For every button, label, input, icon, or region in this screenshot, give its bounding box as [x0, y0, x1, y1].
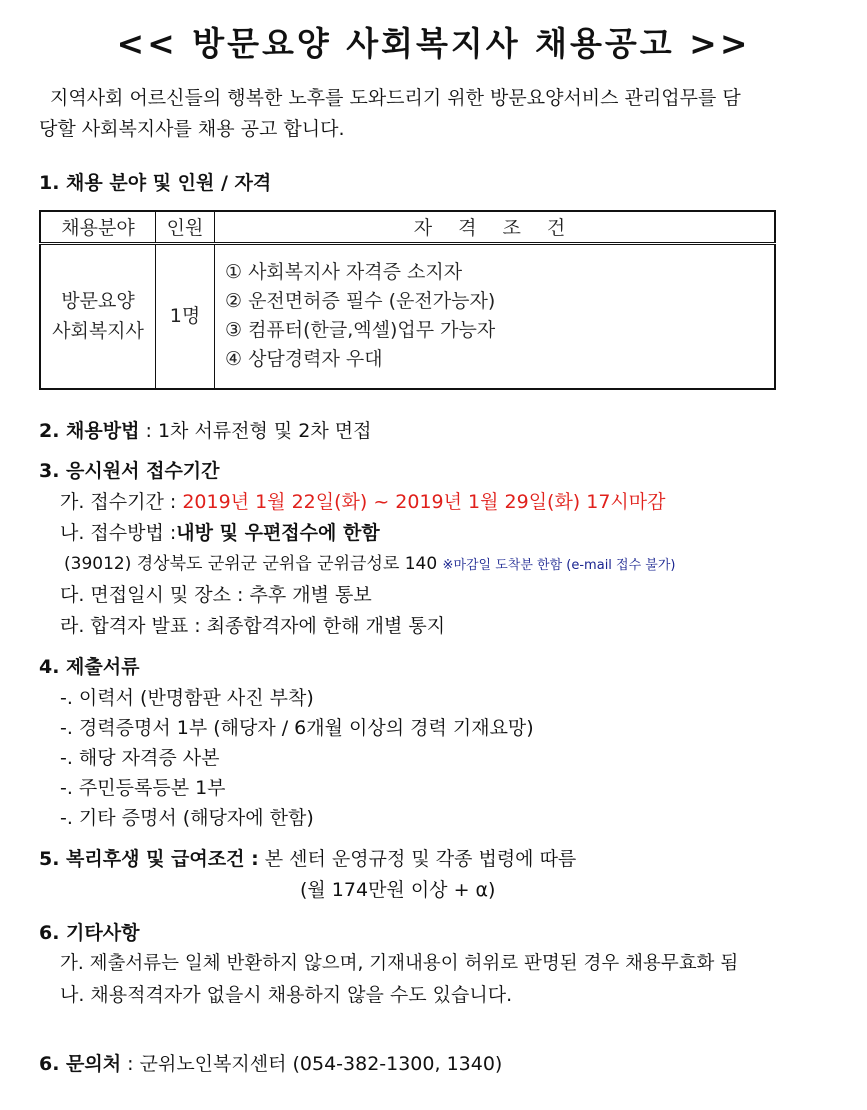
table-row	[40, 243, 775, 389]
condition-item: ④ 상담경력자 우대	[225, 348, 383, 371]
page-title: << 방문요양 사회복지사 채용공고 >>	[116, 24, 751, 63]
count-cell: 1명	[156, 243, 215, 389]
section-2	[39, 419, 372, 443]
intro-line-1: 지역사회 어르신들의 행복한 노후를 도와드리기 위한 방문요양서비스 관리업무를 담	[50, 87, 741, 109]
method-line	[60, 521, 380, 545]
section-5	[39, 847, 576, 871]
field-line-2: 사회복지사	[52, 320, 144, 343]
period-value: 2019년 1월 22일(화) ~ 2019년 1월 29일(화) 17시마감	[182, 491, 666, 513]
section-2-text: : 1차 서류전형 및 2차 면접	[139, 420, 372, 442]
header-count: 인원	[156, 211, 215, 243]
interview-line: 다. 면접일시 및 장소 : 추후 개별 통보	[60, 584, 372, 606]
method-value: 내방 및 우편접수에 한함	[176, 522, 380, 544]
list-item: -. 해당 자격증 사본	[60, 747, 220, 769]
section-contact	[39, 1052, 502, 1076]
section-1-heading: 1. 채용 분야 및 인원 / 자격	[39, 172, 272, 194]
field-line-1: 방문요양	[61, 290, 135, 313]
section-4-heading: 4. 제출서류	[39, 656, 140, 678]
section-6-heading: 6. 기타사항	[39, 922, 140, 944]
list-item: 가. 제출서류는 일체 반환하지 않으며, 기재내용이 허위로 판명된 경우 채용무효화 됨	[60, 953, 739, 974]
intro-line-2: 당할 사회복지사를 채용 공고 합니다.	[39, 118, 345, 140]
contact-heading: 6. 문의처	[39, 1053, 122, 1075]
list-item: 나. 채용적격자가 없을시 채용하지 않을 수도 있습니다.	[60, 984, 513, 1006]
address-line	[64, 552, 675, 578]
conditions-cell	[215, 243, 776, 389]
period-label: 가. 접수기간 :	[60, 491, 183, 513]
table-header-row	[40, 211, 775, 243]
address: (39012) 경상북도 군위군 군위읍 군위금성로 140	[64, 554, 438, 574]
contact-text: : 군위노인복지센터 (054-382-1300, 1340)	[121, 1053, 503, 1075]
section-2-heading: 2. 채용방법	[39, 420, 140, 442]
list-item: -. 이력서 (반명함판 사진 부착)	[60, 687, 314, 709]
qualification-table	[39, 210, 776, 390]
section-5-text: 본 센터 운영규정 및 각종 법령에 따름	[264, 848, 577, 870]
announce-line: 라. 합격자 발표 : 최종합격자에 한해 개별 통지	[60, 615, 446, 637]
list-item: -. 주민등록등본 1부	[60, 777, 226, 799]
section-3-heading: 3. 응시원서 접수기간	[39, 460, 220, 482]
section-5-heading: 5. 복리후생 및 급여조건 :	[39, 848, 259, 870]
method-label: 나. 접수방법 :	[60, 522, 177, 544]
list-item: -. 경력증명서 1부 (해당자 / 6개월 이상의 경력 기재요망)	[60, 717, 534, 739]
list-item: -. 기타 증명서 (해당자에 한함)	[60, 807, 314, 829]
condition-item: ② 운전면허증 필수 (운전가능자)	[225, 290, 496, 313]
condition-item: ① 사회복지사 자격증 소지자	[225, 261, 463, 284]
header-field: 채용분야	[40, 211, 156, 243]
salary-line: (월 174만원 이상 + α)	[300, 879, 496, 901]
header-conditions: 자 격 조 건	[215, 211, 776, 243]
condition-item: ③ 컴퓨터(한글,엑셀)업무 가능자	[225, 319, 496, 342]
address-note: ※마감일 도착분 한함 (e-mail 접수 불가)	[442, 558, 676, 573]
field-cell	[40, 243, 156, 389]
period-line	[60, 490, 666, 514]
